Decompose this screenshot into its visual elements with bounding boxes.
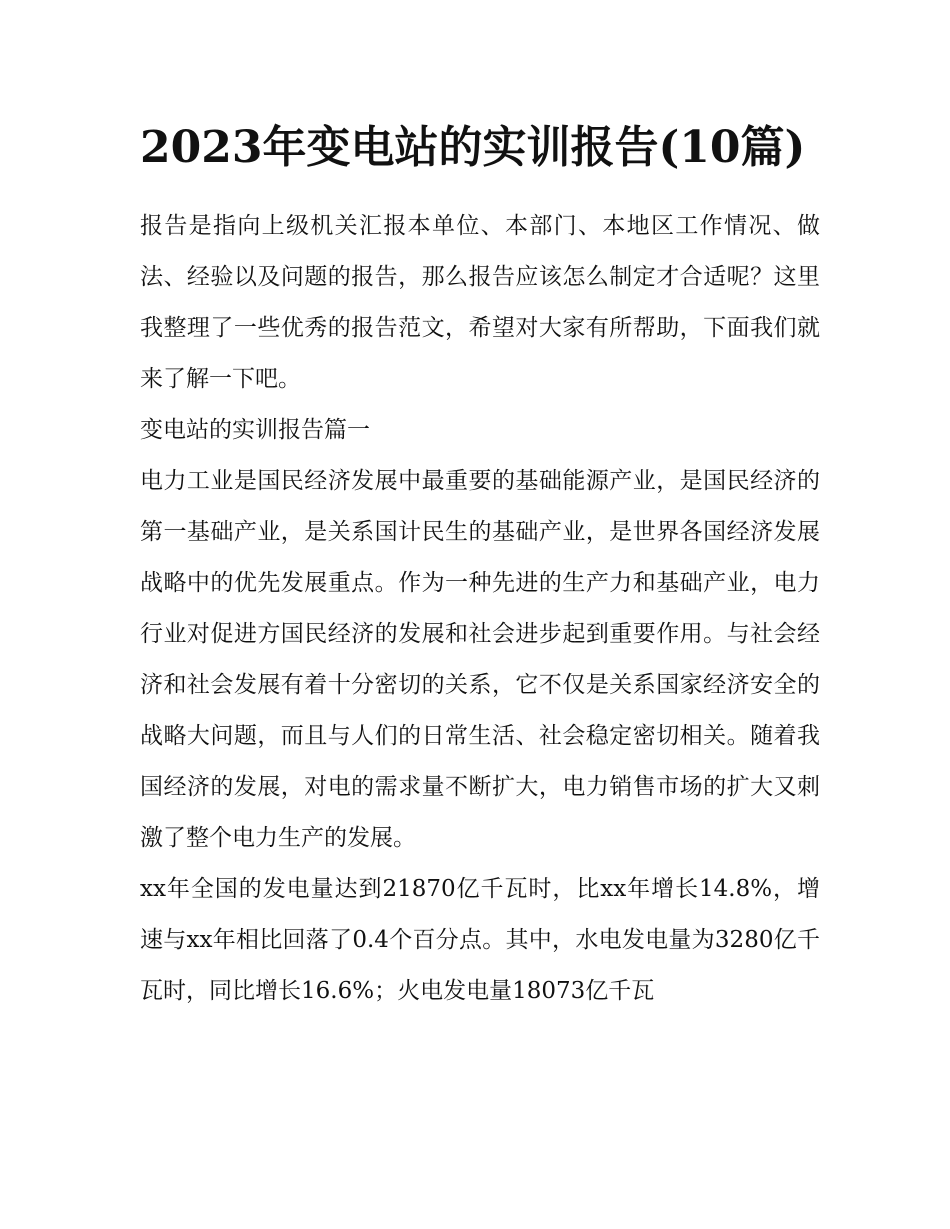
stats-paragraph: xx年全国的发电量达到21870亿千瓦时，比xx年增长14.8%，增速与xx年相比回落了0.4个百分点。其中，水电发电量为3280亿千瓦时，同比增长16.6%；火电发电量18073亿千瓦 (140, 876, 820, 1004)
document-page (140, 118, 820, 1017)
section-heading: 变电站的实训报告篇一 (140, 417, 370, 443)
intro-paragraph: 报告是指向上级机关汇报本单位、本部门、本地区工作情况、做法、经验以及问题的报告，那么报告应该怎么制定才合适呢？这里我整理了一些优秀的报告范文，希望对大家有所帮助，下面我们就来了解一下吧。 (140, 213, 820, 392)
body-paragraph: 电力工业是国民经济发展中最重要的基础能源产业，是国民经济的第一基础产业，是关系国计民生的基础产业，是世界各国经济发展战略中的优先发展重点。作为一种先进的生产力和基础产业，电力行业对促进方国民经济的发展和社会进步起到重要作用。与社会经济和社会发展有着十分密切的关系，它不仅是关系国家经济安全的战略大问题，而且与人们的日常生活、社会稳定密切相关。随着我国经济的发展，对电的需求量不断扩大，电力销售市场的扩大又刺激了整个电力生产的发展。 (140, 468, 820, 851)
document-title: 2023年变电站的实训报告(10篇) (140, 122, 806, 173)
